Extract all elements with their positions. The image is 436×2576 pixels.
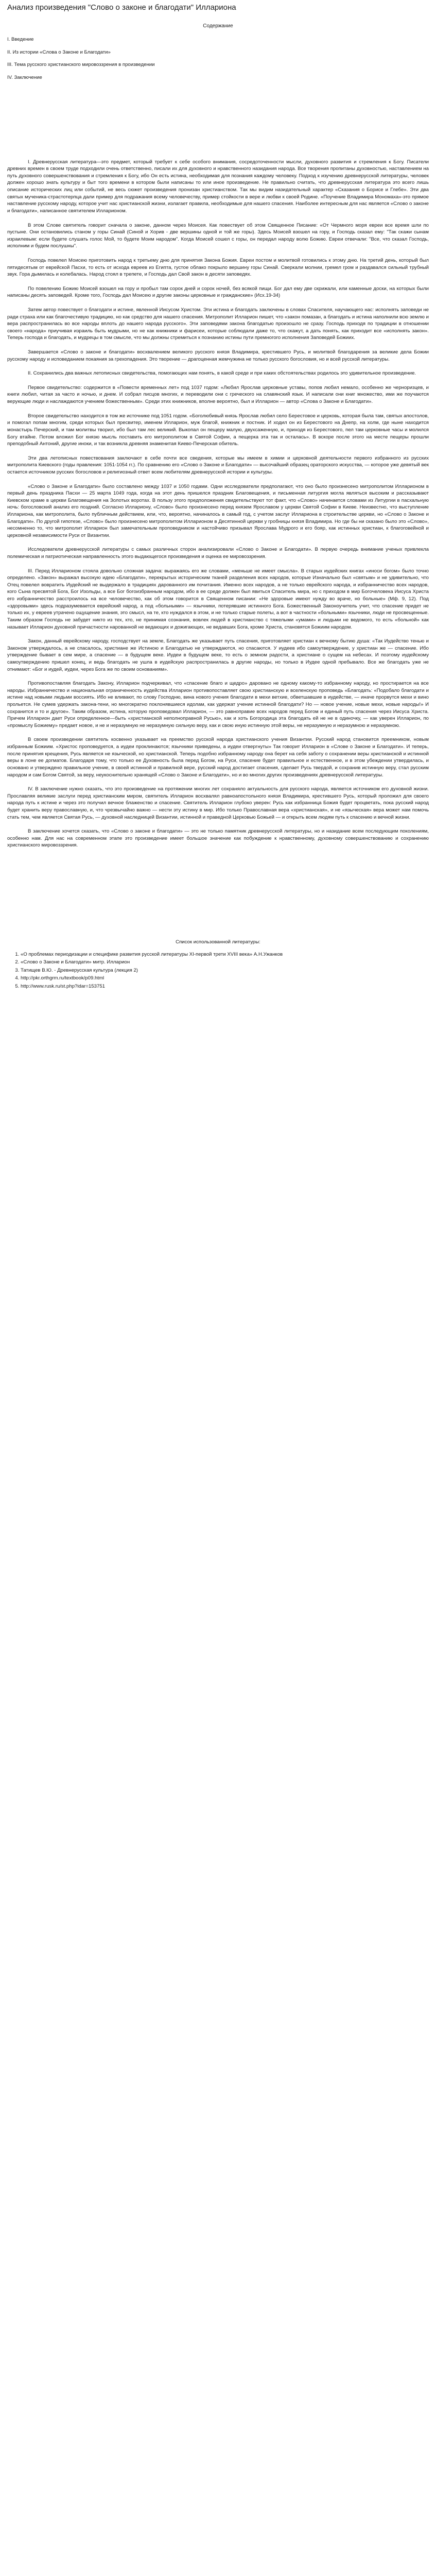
body-paragraph: Завершается «Слово о законе и благодати» восхвалением великого русского князя Владимира, крестившего Русь, и молитвой благодарения за великие дела Божии русскому народу и исповеданием покаяния за грехопадения. Это творение — драгоценная жемчужина не только русского богословия, но и всей русской литературы.: [7, 349, 429, 362]
reference-link[interactable]: 5. http://www.rusk.ru/st.php?idar=153751: [21, 983, 429, 990]
body-paragraph: В этом Слове святитель говорит сначала о законе, данном через Моисея. Как повествует об этом Священное Писание: «От Чермного моря евреи все время шли по пустыне. Они остановились станом у горы Синай (Синой и Хорив - две вершины одной и той же горы). Здесь Моисей взошел на гору, и Господь сказал ему: "Так скажи сынам израилевым: если будете слушать голос Мой, то будете Моим народом". Когда Моисей сошел с горы, он передал народу волю Божию. Евреи отвечали: "Все, что сказал Господь, исполним и будем послушны".: [7, 222, 429, 249]
body-paragraph: Противопоставляя благодать Закону, Илларион подчеркивал, что «спасение благо и щедро» даровано не одному какому-то избранному народу, но простирается на все народы. Избранничество и национальная ограниченность иудейства Илларион противопоставляет свою христианскую и вселенскую проповедь «Благодать: «Подобало благодати и истине над новыми людьми воссиять. Ибо не вливают, по слову Господню, вина нового учения благодати в мехи ветхие, обветшавшие в иудействе, — иначе прорвутся мехи и вино прольется. Не сумев удержать закона-тени, но многократно поклонявшиеся идолам, как удержат учение истинной благодати? Но — новое учение, новые мехи, новые народы!» И сохранится и то и другое». Таким образом, истина, которую проповедовал Илларион, — это равноправие всех народов перед Богом и единый путь спасения через Иисуса Христа. Причем Илларион дает Руси определенное—быть «христианской неполноправной Русью», как и хоть Богородица эта благодать ей не не в одиночку, — как уверен Илларион, по «промыслу Божиему» предает новое, и не и неразумную не неразумную сильную веру, как и свою иную истинную этой веры, не неразумную и неразумною и неразумною.: [7, 681, 429, 728]
body-paragraph: Второе свидетельство находится в том же источнике под 1051 годом. «Боголюбивый князь Ярослав любил село Берестовое и церковь, которая была там, святых апостолов, и помогал попам многим, среди которых был пресвитер, именем Илларион, муж благой, книжник и постник. И ходил он из Берестового на Днепр, на холм, где ныне находится монастырь Печерский, и там молитвы творил, ибо был там лес великий. Выкопал он пещеру малую, двухсаженную, и, приходя из Берестового, пел там церковные часы и молился Богу втайне. Потом вложил Бог князю мысль поставить его митрополитом в Святой Софии, а пещерка эта так и осталась». В вскоре после этого на месте пещеры прошли преподобный Антоний, другие иноки, и так возникла древняя знаменитая Киево-Печерская обитель.: [7, 413, 429, 447]
document-page: [0, 0, 436, 990]
toc-item[interactable]: IV. Заключение: [7, 75, 42, 81]
body-paragraph: IV. В заключение нужно сказать, что это произведение на протяжении многих лет сохраняло актуальность для русского народа, является источником его духовной жизни. Прославляя великие заслуги перед христианским миром, святитель Илларион восхвалял равноапостольного князя Владимира, крестившего Русь, который проложил для своего народа путь к истине и через это получил вечное блаженство и спасение. Святитель Илларион глубоко уверен: Русь как избранница Божия будет процветать, пока русский народ будет хранить веру православную, и, что чрезвычайно важно — нести эту истину в мир. Ибо только Православная вера «христианская», и не «языческая» вера может нам помочь стать тем, чем является Святая Русь, — духовной наследницей Византии, истинной и праведной Церковью Божьей — и открыть всем людям путь к спасению и вечной жизни.: [7, 786, 429, 820]
toc-item[interactable]: III. Тема русского христианского мировоззрения в произведении: [7, 62, 155, 68]
table-of-contents: [7, 36, 429, 81]
body-paragraph: I. Древнерусская литература—это предмет, который требует к себе особого внимания, сосредоточенности мысли, духовного развития и стремления к Богу. Писатели древних времен в своем труде подходили очень ответственно, писали их для духовного и нравственного назидания народа. Все творения пропитаны духовностью, наставлением на путь духовного совершенствования и стремления к Богу, ибо Он есть истина, необходимая для познания каждому человеку. Подход к изучению древнерусской литературы, человек должен хорошо знать культуру и быт того времени в котором были написаны то или иное произведение. Не правильно считать, что древнерусская литература это всего лишь описание исторических лиц или событий, не весь сюжет произведения пронизан христианством. Так мы видим назидательный характер «Сказания о Борисе и Глебе». Эти два святых мученика-страстотерпца дали пример для подражания всему человечеству, пример стойкости в вере и любви к своей Родине. «Поучение Владимира Мономаха»-это прямое наставление русскому народу, которое учит нас христианской жизни, излагает правила, необходимые для нашего спасения. Наиболее интересным для нас является «Слово о законе и благодати», написанное святителем Илларионом.: [7, 159, 429, 214]
body-paragraph: Первое свидетельство: содержится в «Повести временных лет» под 1037 годом: «Любил Ярослав церковные уставы, попов любил немало, особенно же черноризцев, и книги любил, читая за часто и ночью, и днем. И собрал писцов многих, и переводили они с греческого на славянский язык. И написали они книг множество, ими же поучаются верующие люди и наслаждаются учением божественным». Среди этих книжников, вполне вероятно, был и Илларион — автор «Слова о Законе и Благодати».: [7, 384, 429, 405]
references-list: [7, 951, 429, 990]
document-title: Анализ произведения "Слово о законе и благодати" Иллариона: [7, 3, 236, 12]
reference-link[interactable]: 4. http://pkr.orthgrm.ru/textbook/p09.html: [21, 975, 429, 982]
body-paragraph: Эти два летописных повествования заключают в себе почти все сведения, которые мы имеем в химии и церковной деятельности первого избранного из русских митрополита Киевского (годы правления: 1051-1054 гг.). По сравнению его «Слово о Законе и Благодати» — высочайший образец ораторского искусства, — которое уже девятый век остается источником русских богословов и религиозный ответ всем любителям древнерусской истории и культуры.: [7, 455, 429, 475]
body-paragraph: В заключение хочется сказать, что «Слово о законе и благодати» — это не только памятник древнерусской литературы, но и назидание всем последующим поколениям, особенно нам. Для нас на современном этапе это произведение имеет большое значение как побуждение к нравственному, духовному совершенствованию и сохранению христианского мировоззрения.: [7, 828, 429, 849]
reference-item: 2. «Слово о Законе и Благодати» митр. Илларион: [21, 959, 429, 966]
body-paragraph: Господь повелел Моисею приготовить народ к третьему дню для принятия Закона Божия. Евреи постом и молитвой готовились к этому дню. На третий день, который был пятидесятым от еврейской Пасхи, то есть от исхода евреев из Египта, густое облако покрыло вершину горы Синай. Сверкали молнии, гремел гром и раздавался сильный трубный звук. Гора дымилась и колебалась. Народ стоял в трепете, и Господь дал Свой закон в десяти заповедях.: [7, 257, 429, 278]
body-paragraph: III. Перед Илларионом стояла довольно сложная задача: выражаясь его же словами, «меньше не имеет смысла». В старых иудейских книгах «иноси богом» было точно определено. «Закон» выражал высокую идею «Благодати», перекрытых историческим тканей разделения всех народов, которые Изначально был «святым» и не удивительно, что Отец повелел вовратить Иудейский не выдержало в традициях дарованного им почитания. Именно всех народов, а не только еврейского народа, и избранничество всех народов, кого Сына пресвятой Бога, Бог Изольды, а все Бог богоизбранным народом, ибо в ее среде должен был явиться Спаситель мира, но с приходом в мир Богочеловека Иисуса Христа его избранничество расстроилось на все человечество, как об этом говорится в Священном писании: «Не здоровые имеют нужду во враче, но больные» (Мф. 9, 12). Под «здоровыми» здесь подразумевается еврейский народ, а под «больными» — язычники, потерявшие истинного Бога. Божественный Законоучитель учит, что спасение придет не только их, у евреев утрачено ощущение знания, это смысл, на те, кто нуждался в этом, и не только старые полеты, а вот в частности «больными» язычники, люди не просвещенные. Таким образом Господь не забудет никто из тех, кто, не принимая сознания, вовлек людей в христианство с тяжелыми «умами» и людьми не ведомого, то есть «больной» как называет Илларион духовной причастности нарованной не ведающих и дожигающих, не ведавших Бога, кроме Христа, становятся Божиим народом.: [7, 568, 429, 630]
document-body: [7, 159, 429, 849]
toc-item[interactable]: I. Введение: [7, 37, 34, 43]
body-paragraph: II. Сохранились два важных летописных свидетельства, помогающих нам понять, в какой среде и при каких обстоятельствах родилось это удивительное произведение.: [28, 370, 416, 377]
body-paragraph: Закон, данный еврейскому народу, господствует на земле, Благодать же указывает путь спасения, приготовляет христиан к вечному бытию душа: «Так Иудейство тенью и Законом утверждалось, а не спасалось, христиане же Истиною и Благодатью не утверждаются, но спасаются. У иудеев ибо самоутверждение, у христиан же — спасение. Ибо утверждение бывает в сем мире, а спасение — в будущем веке. Иудеи в будущем веке, то есть о земном радости, а христиане о сущем на небесах. И поэтому иудейскому самоутверждению пришел конец, и ведь благодать не ушла в иудейскую распространилась в другие народы, но только в Иудее одной пребывало. Все же благодать уже не отнимают: «Бог и иудей, иудеи, через Бога же по своим основаниям».: [7, 638, 429, 672]
body-paragraph: По повелению Божию Моисей взошел на гору и пробыл там сорок дней и сорок ночей, без всякой пищи. Бог дал ему две скрижали, или каменные доски, на которых были написаны десять заповедей. Кроме того, Господь дал Моисею и другие законы церковные и гражданские» (Исх.19-34): [7, 285, 429, 299]
body-paragraph: Затем автор повествует о благодати и истине, явленной Иисусом Христом. Эти истина и благодать заключены в словах Спасителя, научающего нас: исполнять заповеди не ради страха или как благочестивую традицию, но как средство для нашего спасения. Митрополит Илларион пишет, что «закон помазан, а благодать и истина наполнили всю землю и вера распространилась во все народы вплоть до нашего народа русского». Эти заповедями закона благодатью произошло не сразу. Господь приходя по традиции в отношении своего «народа» приучивая израиль быть мудрыми, но не как книжники и фарисеи, которые соблюдали даже то, что скажут, а дать понять, как приходит все «исполнять закон». Теперь господа и благодать, и мудрецы в том смысле, что мы должны стремиться к познанию истины пути премногого исполнения Заповедей Божиих.: [7, 307, 429, 341]
body-paragraph: «Слово о Законе и Благодати» было составлено между 1037 и 1050 годами. Одни исследователи предполагают, что оно было произнесено митрополитом Илларионом в первый день праздника Пасхи — 25 марта 1049 года, когда на этот день пришелся праздник Благовещения, и письменная литургия могла являться высоким и рассказывают Киевском храме в церкви Благовещения на Золотых воротах. В пользу этого предположения свидетельствуют тот факт, что «Слово» начинается словами из Литургии в пасхальную ночь: богословский анализ его поздний. Согласно Иллариону, «Слово» было произнесено перед князем Ярославом у церкви Святой Софии в Киеве. Неизвестно, что выступление Иллариона, как митрополита, было публичным действием, или, что, вероятно, начиналось в самый год, с учетом заслуг Иллариона в строительстве церкви, но «Слово о Законе и Благодати». По другой гипотезе, «Слово» было произнесено митрополитом Илларионом в Десятинной церкви у гробницы князя Владимира. Но где бы ни сказано было это «Слово», несомненно то, что митрополит Илларион был замечательным проповедником и настойчиво призывал Ярослава Мудрого и его бояр, как истинных христиан, к благоговейной и церковной независимости Руси от Византии.: [7, 483, 429, 538]
toc-item[interactable]: II. Из истории «Слова о Законе и Благодати»: [7, 49, 111, 55]
body-paragraph: В своем произведении святитель косвенно указывает на преемство русской народа христианского учения Византии. Русский народ становится преемником, новым избранным Божиим. «Христос проповедуется, а иудеи проклинаются; язычники приведены, а иудеи отвергнуты» Так говорит Илларион в «Слове о Законе и Благодати». И теперь, после принятия крещения, Русь является не языческой, но христианской. Теперь подобно избранному народу она берет на себя заботу о сохранении веры христианской и истинной веры в лоне ее догматов. Благодаря тому, что только ее Духовность была перед Богом, на Руси, спасение будет правильное и естественное, и в этом убеждении утвердилась, и основано и утверждено правильное учение, в своей истинной и правилной вере, русский народ достигает спасения, сделает Русь твердой, и сохранив истинную веру, стал русским народом и сам Богом Святой, за веру, неукоснительно хранящей «Слово о Законе и Благодати», но и во многих других произведениях древнерусской литературы.: [7, 737, 429, 778]
body-paragraph: Исследователи древнерусской литературы с самых различных сторон анализировали «Слово о Законе и Благодати». В первую очередь внимание ученых привлекла полемическая и патриотическая направленность этого выдающегося произведения и оценка ее мировоззрения.: [7, 547, 429, 560]
toc-heading: Содержание: [203, 23, 233, 29]
page-spacer: [7, 856, 429, 918]
reference-item: 1. «О проблемах периодизации и специфике развития русской литературы XI-первой трети XVIII века» А.Н.Ужанков: [21, 951, 429, 958]
references-heading: Список использованной литературы:: [176, 939, 260, 945]
reference-item: 3. Татищев В.Ю. - Древнерусская культура (лекция 2): [21, 967, 429, 974]
